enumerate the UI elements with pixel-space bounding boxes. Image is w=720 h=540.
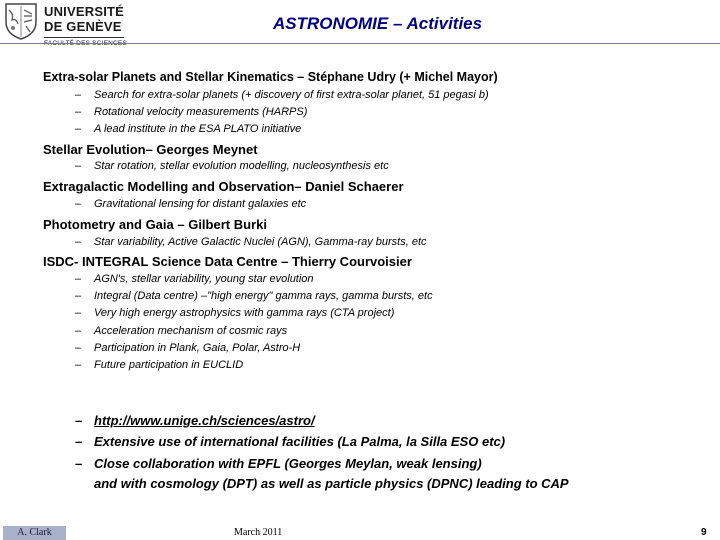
section-heading-extrasolar: Extra-solar Planets and Stellar Kinematics – Stéphane Udry (+ Michel Mayor) bbox=[43, 70, 498, 84]
bullet-text: Gravitational lensing for distant galaxies etc bbox=[94, 198, 307, 210]
bullet-dash: – bbox=[75, 273, 82, 285]
bullet-text: Future participation in EUCLID bbox=[94, 359, 244, 371]
bullet-text: A lead institute in the ESA PLATO initiative bbox=[94, 123, 302, 135]
title-divider bbox=[0, 43, 720, 44]
bullet-dash: – bbox=[75, 434, 83, 449]
slide-title: ASTRONOMIE – Activities bbox=[273, 14, 483, 33]
footer-author: A. Clark bbox=[3, 526, 66, 540]
bullet-dash: – bbox=[75, 236, 82, 248]
bullet-dash: – bbox=[75, 89, 82, 101]
bullet-text: Star rotation, stellar evolution modelling, nucleosynthesis etc bbox=[94, 160, 389, 172]
bullet-dash: – bbox=[75, 307, 82, 319]
section-heading-extragalactic: Extragalactic Modelling and Observation– Daniel Schaerer bbox=[43, 179, 404, 194]
university-logo bbox=[4, 2, 125, 48]
bullet-dash: – bbox=[75, 123, 82, 135]
bullet-text: Acceleration mechanism of cosmic rays bbox=[94, 325, 288, 337]
bullet-dash: – bbox=[75, 290, 82, 302]
bullet-text: Participation in Plank, Gaia, Polar, Astro-H bbox=[94, 342, 301, 354]
section-heading-isdc: ISDC- INTEGRAL Science Data Centre – Thierry Courvoisier bbox=[43, 254, 412, 269]
bullet-dash: – bbox=[75, 198, 82, 210]
bottom-item-collaboration-continued: and with cosmology (DPT) as well as particle physics (DPNC) leading to CAP bbox=[94, 476, 569, 491]
bullet-text: Close collaboration with EPFL (Georges Meylan, weak lensing) bbox=[94, 456, 482, 471]
bullet-dash: – bbox=[75, 160, 82, 172]
bullet-text: Extensive use of international facilities (La Palma, la Silla ESO etc) bbox=[94, 434, 506, 449]
page-number: 9 bbox=[701, 527, 707, 538]
astro-website-link[interactable]: http://www.unige.ch/sciences/astro/ bbox=[94, 413, 315, 428]
section-heading-photometry-gaia: Photometry and Gaia – Gilbert Burki bbox=[43, 217, 267, 232]
bullet-dash: – bbox=[75, 359, 82, 371]
bullet-dash: – bbox=[75, 342, 82, 354]
bullet-text: Integral (Data centre) –"high energy" gamma rays, gamma bursts, etc bbox=[94, 290, 433, 302]
bullet-text: Very high energy astrophysics with gamma rays (CTA project) bbox=[94, 307, 395, 319]
bullet-text: Star variability, Active Galactic Nuclei (AGN), Gamma-ray bursts, etc bbox=[94, 236, 427, 248]
bullet-dash: – bbox=[75, 413, 83, 428]
footer-date: March 2011 bbox=[234, 527, 283, 538]
logo-line-university: UNIVERSITÉ bbox=[44, 4, 125, 19]
logo-divider bbox=[44, 37, 124, 38]
bullet-dash: – bbox=[75, 325, 82, 337]
section-heading-stellar-evolution: Stellar Evolution– Georges Meynet bbox=[43, 142, 258, 157]
bullet-text: Search for extra-solar planets (+ discovery of first extra-solar planet, 51 pegasi b) bbox=[94, 89, 489, 101]
bullet-text: Rotational velocity measurements (HARPS) bbox=[94, 106, 308, 118]
geneva-crest-icon bbox=[4, 2, 38, 40]
bullet-text: AGN's, stellar variability, young star evolution bbox=[94, 273, 314, 285]
bullet-dash: – bbox=[75, 456, 83, 471]
logo-line-geneve: DE GENÈVE bbox=[44, 19, 122, 34]
bullet-dash: – bbox=[75, 106, 82, 118]
